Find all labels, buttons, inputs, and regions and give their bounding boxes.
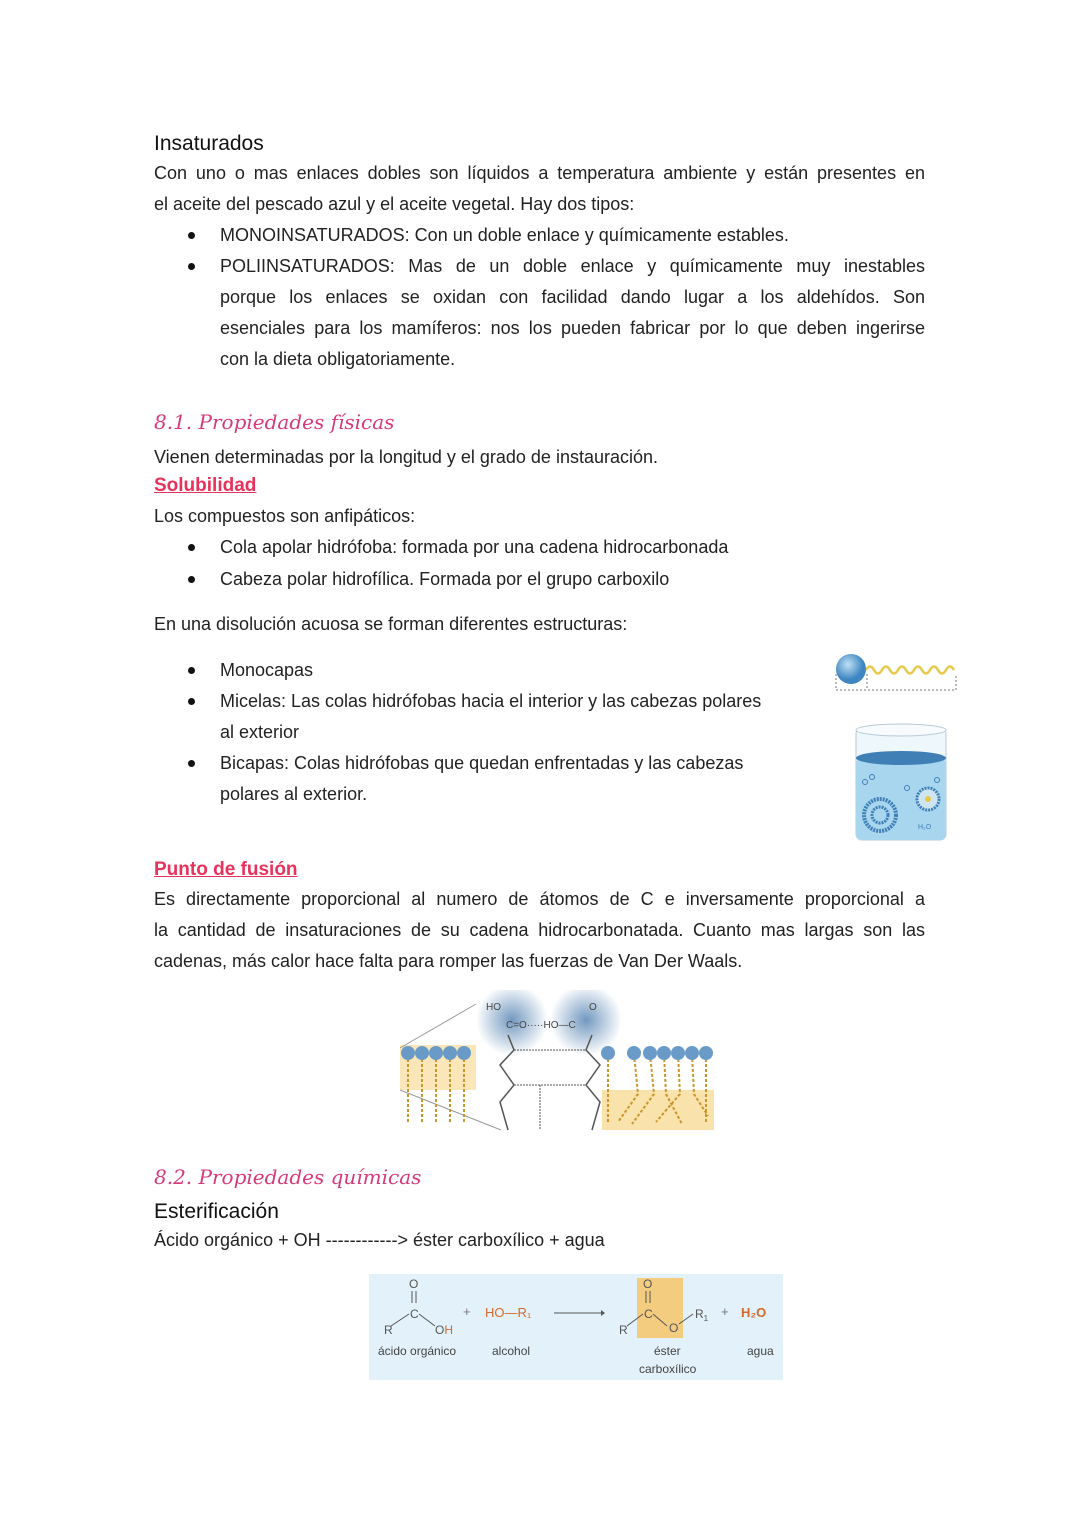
bullet-icon xyxy=(188,760,195,767)
svg-text:C: C xyxy=(410,1307,419,1321)
bullet-icon xyxy=(188,232,195,239)
list-item xyxy=(154,251,925,375)
heading-punto-fusion: Punto de fusión xyxy=(154,859,298,880)
text-line: Cabeza polar hidrofílica. Formada por el grupo carboxilo xyxy=(220,569,670,589)
plus-sign: + xyxy=(721,1304,729,1319)
heading-propiedades-fisicas: 8.1. Propiedades físicas xyxy=(154,410,395,434)
svg-text:O: O xyxy=(409,1277,419,1291)
heading-solubilidad: Solubilidad xyxy=(154,475,257,496)
hydrogen-bond-label: C=O·····HO—C xyxy=(506,1020,576,1031)
svg-text:O: O xyxy=(643,1277,653,1291)
svg-text:R: R xyxy=(619,1323,628,1337)
bullet-icon xyxy=(188,698,195,705)
ester-label-2: carboxílico xyxy=(639,1362,697,1376)
text-line: POLIINSATURADOS: Mas de un doble enlace y químicamente muy inestables xyxy=(220,256,925,276)
text-line: porque los enlaces se oxidan con facilidad dando lugar a los aldehídos. Son xyxy=(220,287,925,307)
water-label: agua xyxy=(747,1344,774,1358)
beaker-micelle-figure xyxy=(852,722,950,844)
svg-text:R1: $R_1$ xyxy=(695,1307,709,1323)
fatty-acid-packing-figure xyxy=(396,990,718,1132)
insaturados-intro xyxy=(154,158,925,220)
list-item xyxy=(154,220,925,251)
text-line: la cantidad de insaturaciones de su cadena hidrocarbonatada. Cuanto mas largas son las xyxy=(154,920,925,940)
solubilidad-list xyxy=(154,532,925,595)
svg-text:R: R xyxy=(384,1323,393,1337)
text-line: Con uno o mas enlaces dobles son líquidos a temperatura ambiente y están presentes en xyxy=(154,163,925,183)
text-line: el aceite del pescado azul y el aceite vegetal. Hay dos tipos: xyxy=(154,194,635,214)
text-line: con la dieta obligatoriamente. xyxy=(220,349,456,369)
svg-text:O: O xyxy=(669,1321,679,1335)
alcohol-label: alcohol xyxy=(492,1344,531,1358)
estructuras-intro: En una disolución acuosa se forman diferentes estructuras: xyxy=(154,614,628,634)
fisicas-intro: Vienen determinadas por la longitud y el grado de instauración. xyxy=(154,447,658,467)
alcohol-formula: HO—R₁ xyxy=(485,1305,532,1320)
text-line: Es directamente proporcional al numero de átomos de C e inversamente proporcional a xyxy=(154,889,925,909)
bullet-icon xyxy=(188,263,195,270)
esterificacion-equation: Ácido orgánico + OH ------------> éster carboxílico + agua xyxy=(154,1230,605,1250)
amphipathic-molecule-figure xyxy=(834,652,958,694)
text-line: MONOINSATURADOS: Con un doble enlace y químicamente estables. xyxy=(220,225,789,245)
plus-sign: + xyxy=(463,1304,471,1319)
list-item xyxy=(154,564,925,595)
bullet-icon xyxy=(188,544,195,551)
fusion-paragraph xyxy=(154,884,925,977)
list-item xyxy=(154,686,814,748)
text-line: polares al exterior. xyxy=(220,784,368,804)
insaturados-list xyxy=(154,220,925,375)
text-line: cadenas, más calor hace falta para romper las fuerzas de Van Der Waals. xyxy=(154,951,743,971)
ester-label: éster xyxy=(654,1344,681,1358)
text-line: Monocapas xyxy=(220,660,314,680)
heading-insaturados: Insaturados xyxy=(154,132,264,155)
solubilidad-intro: Los compuestos son anfipáticos: xyxy=(154,506,416,526)
reaction-diagram xyxy=(369,1274,783,1380)
heading-esterificacion: Esterificación xyxy=(154,1200,279,1223)
list-item xyxy=(154,748,814,810)
list-item xyxy=(154,532,925,563)
text-line: esenciales para los mamíferos: nos los pueden fabricar por lo que deben ingerirse xyxy=(220,318,925,338)
water-formula: H₂O xyxy=(741,1305,767,1320)
bullet-icon xyxy=(188,667,195,674)
text-line: Bicapas: Colas hidrófobas que quedan enfrentadas y las cabezas xyxy=(220,753,744,773)
svg-text:C: C xyxy=(644,1307,653,1321)
water-label: H₂O xyxy=(918,824,932,831)
estructuras-list xyxy=(154,655,814,810)
heading-propiedades-quimicas: 8.2. Propiedades químicas xyxy=(154,1165,422,1189)
list-item xyxy=(154,655,814,686)
svg-text:OH: OH xyxy=(435,1323,454,1337)
text-line: Cola apolar hidrófoba: formada por una cadena hidrocarbonada xyxy=(220,537,729,557)
text-line: al exterior xyxy=(220,722,300,742)
ho-label: HO xyxy=(486,1002,501,1013)
acid-label: ácido orgánico xyxy=(378,1344,457,1358)
o-label: O xyxy=(589,1002,597,1013)
bullet-icon xyxy=(188,576,195,583)
esterification-reaction-figure xyxy=(369,1274,783,1380)
text-line: Micelas: Las colas hidrófobas hacia el interior y las cabezas polares xyxy=(220,691,762,711)
